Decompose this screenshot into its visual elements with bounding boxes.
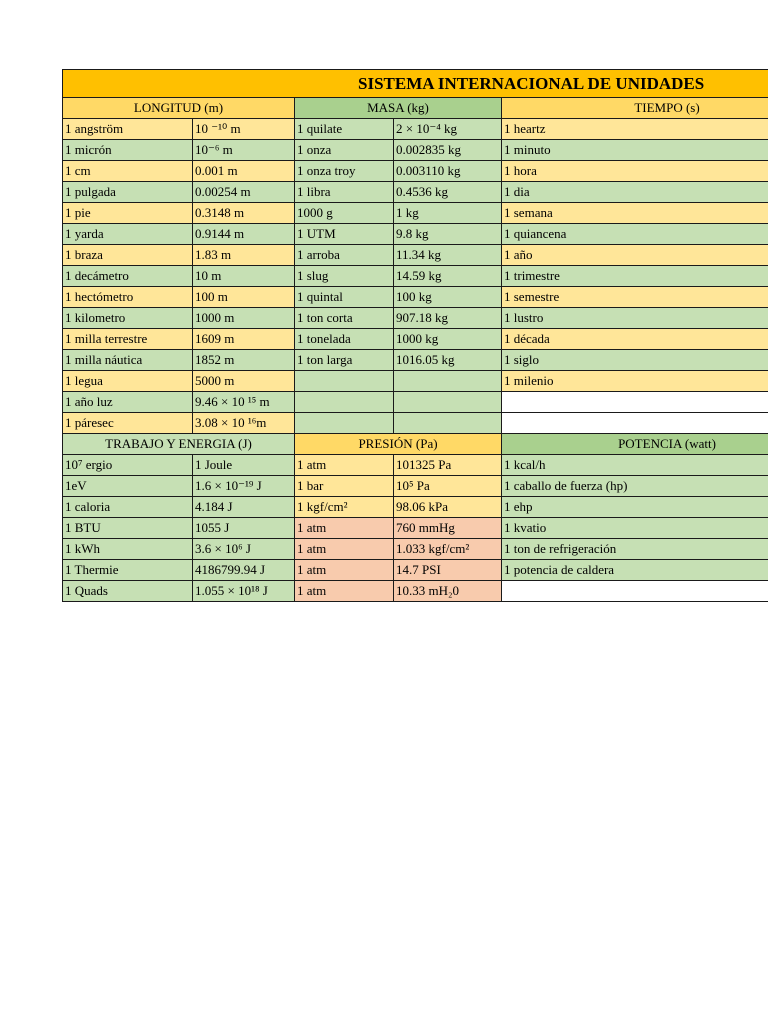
table-cell[interactable]: 1 atm	[295, 518, 394, 539]
table-cell[interactable]: 1 ton de refrigeración	[502, 539, 768, 560]
table-cell[interactable]: 1 BTU	[63, 518, 193, 539]
table-cell[interactable]	[502, 581, 768, 602]
table-cell[interactable]: 9.46 × 10 ¹⁵ m	[193, 392, 295, 413]
table-cell[interactable]: 14.7 PSI	[394, 560, 502, 581]
table-cell[interactable]: 1.6 × 10⁻¹⁹ J	[193, 476, 295, 497]
header-masa[interactable]: MASA (kg)	[295, 98, 502, 119]
table-row	[63, 203, 768, 224]
table-cell[interactable]: 2 × 10⁻⁴ kg	[394, 119, 502, 140]
table-row	[63, 224, 768, 245]
table-row	[63, 308, 768, 329]
table-cell[interactable]: 1 atm	[295, 455, 394, 476]
table-cell[interactable]: 1 dia	[502, 182, 768, 203]
table-cell[interactable]: 1 bar	[295, 476, 394, 497]
table-cell[interactable]: 0.9144 m	[193, 224, 295, 245]
header-potencia[interactable]: POTENCIA (watt)	[502, 434, 768, 455]
table-cell[interactable]: 1000 kg	[394, 329, 502, 350]
table-row	[63, 350, 768, 371]
table-cell[interactable]: 1 páresec	[63, 413, 193, 434]
table-cell[interactable]: 10⁻⁶ m	[193, 140, 295, 161]
table-cell[interactable]: 0.4536 kg	[394, 182, 502, 203]
table-cell[interactable]: 1 potencia de caldera	[502, 560, 768, 581]
table-cell[interactable]: 0.001 m	[193, 161, 295, 182]
table-row	[63, 266, 768, 287]
table-cell[interactable]: 1 milla náutica	[63, 350, 193, 371]
table-cell[interactable]: 1 decámetro	[63, 266, 193, 287]
table-cell[interactable]: 100 kg	[394, 287, 502, 308]
header-row	[63, 434, 768, 455]
table-cell[interactable]	[502, 392, 768, 413]
table-cell[interactable]: 3.08 × 10 ¹⁶m	[193, 413, 295, 434]
table-cell[interactable]: 1 quiancena	[502, 224, 768, 245]
table-row	[63, 518, 768, 539]
table-cell[interactable]: 1 ton larga	[295, 350, 394, 371]
table-cell[interactable]: 11.34 kg	[394, 245, 502, 266]
table-cell[interactable]: 1 angström	[63, 119, 193, 140]
table-cell[interactable]	[295, 392, 394, 413]
table-cell[interactable]: 101325 Pa	[394, 455, 502, 476]
table-cell[interactable]: 1 kWh	[63, 539, 193, 560]
table-cell[interactable]: 9.8 kg	[394, 224, 502, 245]
table-cell[interactable]: 1 década	[502, 329, 768, 350]
table-cell[interactable]: 10 ⁻¹⁰ m	[193, 119, 295, 140]
table-cell[interactable]: 1 ton corta	[295, 308, 394, 329]
table-cell[interactable]: 14.59 kg	[394, 266, 502, 287]
table-cell[interactable]: 10.33 mH₂0	[394, 581, 502, 602]
table-cell[interactable]: 1 kilometro	[63, 308, 193, 329]
table-cell[interactable]: 1 pie	[63, 203, 193, 224]
header-longitud[interactable]: LONGITUD (m)	[63, 98, 295, 119]
table-cell[interactable]: 1 cm	[63, 161, 193, 182]
table-row	[63, 245, 768, 266]
table-cell[interactable]: 0.003110 kg	[394, 161, 502, 182]
sheet-title[interactable]: SISTEMA INTERNACIONAL DE UNIDADES	[63, 70, 768, 98]
table-cell[interactable]: 1055 J	[193, 518, 295, 539]
table-cell[interactable]: 1 Thermie	[63, 560, 193, 581]
table-cell[interactable]: 1 caloria	[63, 497, 193, 518]
table-row	[63, 476, 768, 497]
table-cell[interactable]: 3.6 × 10⁶ J	[193, 539, 295, 560]
table-row	[63, 539, 768, 560]
table-cell[interactable]	[502, 413, 768, 434]
table-cell[interactable]: 0.002835 kg	[394, 140, 502, 161]
table-cell[interactable]: 1 onza	[295, 140, 394, 161]
table-cell[interactable]: 1 Quads	[63, 581, 193, 602]
table-cell[interactable]: 1 Joule	[193, 455, 295, 476]
table-cell[interactable]: 5000 m	[193, 371, 295, 392]
table-row	[63, 182, 768, 203]
title-row	[63, 70, 768, 98]
table-cell[interactable]: 1 tonelada	[295, 329, 394, 350]
table-row	[63, 140, 768, 161]
table-cell[interactable]: 1 atm	[295, 539, 394, 560]
table-cell[interactable]: 1eV	[63, 476, 193, 497]
table-cell[interactable]: 1 slug	[295, 266, 394, 287]
header-trabajo-energia[interactable]: TRABAJO Y ENERGIA (J)	[63, 434, 295, 455]
table-cell[interactable]: 1 arroba	[295, 245, 394, 266]
table-cell[interactable]: 1 semestre	[502, 287, 768, 308]
table-cell[interactable]: 1 UTM	[295, 224, 394, 245]
table-row	[63, 287, 768, 308]
table-cell[interactable]: 1 quilate	[295, 119, 394, 140]
table-cell[interactable]	[394, 392, 502, 413]
table-row	[63, 161, 768, 182]
header-tiempo[interactable]: TIEMPO (s)	[502, 98, 768, 119]
table-cell[interactable]: 1 minuto	[502, 140, 768, 161]
table-cell[interactable]: 4186799.94 J	[193, 560, 295, 581]
table-cell[interactable]: 1 milla terrestre	[63, 329, 193, 350]
table-cell[interactable]: 1000 m	[193, 308, 295, 329]
table-cell[interactable]: 1 caballo de fuerza (hp)	[502, 476, 768, 497]
table-cell[interactable]: 1 milenio	[502, 371, 768, 392]
table-row	[63, 413, 768, 434]
table-cell[interactable]: 1 kg	[394, 203, 502, 224]
table-cell[interactable]: 907.18 kg	[394, 308, 502, 329]
table-cell[interactable]: 1 legua	[63, 371, 193, 392]
table-cell[interactable]: 100 m	[193, 287, 295, 308]
table-cell[interactable]: 1 pulgada	[63, 182, 193, 203]
table-cell[interactable]	[394, 413, 502, 434]
table-cell[interactable]: 1.055 × 10¹⁸ J	[193, 581, 295, 602]
table-cell[interactable]: 1.83 m	[193, 245, 295, 266]
table-cell[interactable]: 1852 m	[193, 350, 295, 371]
table-cell[interactable]: 1 quintal	[295, 287, 394, 308]
table-cell[interactable]: 1 ehp	[502, 497, 768, 518]
table-cell[interactable]: 1000 g	[295, 203, 394, 224]
conversion-table	[62, 69, 768, 602]
table-cell[interactable]: 1 semana	[502, 203, 768, 224]
table-cell[interactable]: 1 kvatio	[502, 518, 768, 539]
table-cell[interactable]: 10⁵ Pa	[394, 476, 502, 497]
table-row	[63, 560, 768, 581]
table-cell[interactable]: 1 año luz	[63, 392, 193, 413]
table-cell[interactable]: 10⁷ ergio	[63, 455, 193, 476]
table-cell[interactable]: 1 trimestre	[502, 266, 768, 287]
spreadsheet-view	[62, 69, 768, 602]
table-row	[63, 455, 768, 476]
table-cell[interactable]: 760 mmHg	[394, 518, 502, 539]
table-cell[interactable]: 1 kgf/cm²	[295, 497, 394, 518]
table-cell[interactable]	[394, 371, 502, 392]
table-row	[63, 392, 768, 413]
table-cell[interactable]: 1 braza	[63, 245, 193, 266]
table-cell[interactable]: 0.3148 m	[193, 203, 295, 224]
table-cell[interactable]: 1 kcal/h	[502, 455, 768, 476]
table-cell[interactable]: 1 micrón	[63, 140, 193, 161]
table-cell[interactable]: 1 lustro	[502, 308, 768, 329]
table-cell[interactable]: 1 atm	[295, 560, 394, 581]
table-cell[interactable]: 1 heartz	[502, 119, 768, 140]
table-cell[interactable]: 1 onza troy	[295, 161, 394, 182]
table-cell[interactable]: 1 atm	[295, 581, 394, 602]
header-row	[63, 98, 768, 119]
table-cell[interactable]	[295, 371, 394, 392]
table-cell[interactable]: 1 libra	[295, 182, 394, 203]
table-cell[interactable]: 1 año	[502, 245, 768, 266]
table-row	[63, 119, 768, 140]
header-presion[interactable]: PRESIÓN (Pa)	[295, 434, 502, 455]
table-cell[interactable]: 0.00254 m	[193, 182, 295, 203]
table-cell[interactable]: 1.033 kgf/cm²	[394, 539, 502, 560]
table-cell[interactable]: 98.06 kPa	[394, 497, 502, 518]
table-row	[63, 581, 768, 602]
table-cell[interactable]: 1 hora	[502, 161, 768, 182]
table-cell[interactable]: 1016.05 kg	[394, 350, 502, 371]
table-cell[interactable]: 4.184 J	[193, 497, 295, 518]
table-row	[63, 329, 768, 350]
table-cell[interactable]: 10 m	[193, 266, 295, 287]
table-row	[63, 497, 768, 518]
table-cell[interactable]: 1 siglo	[502, 350, 768, 371]
table-cell[interactable]: 1 hectómetro	[63, 287, 193, 308]
table-cell[interactable]: 1609 m	[193, 329, 295, 350]
table-cell[interactable]	[295, 413, 394, 434]
table-cell[interactable]: 1 yarda	[63, 224, 193, 245]
table-row	[63, 371, 768, 392]
